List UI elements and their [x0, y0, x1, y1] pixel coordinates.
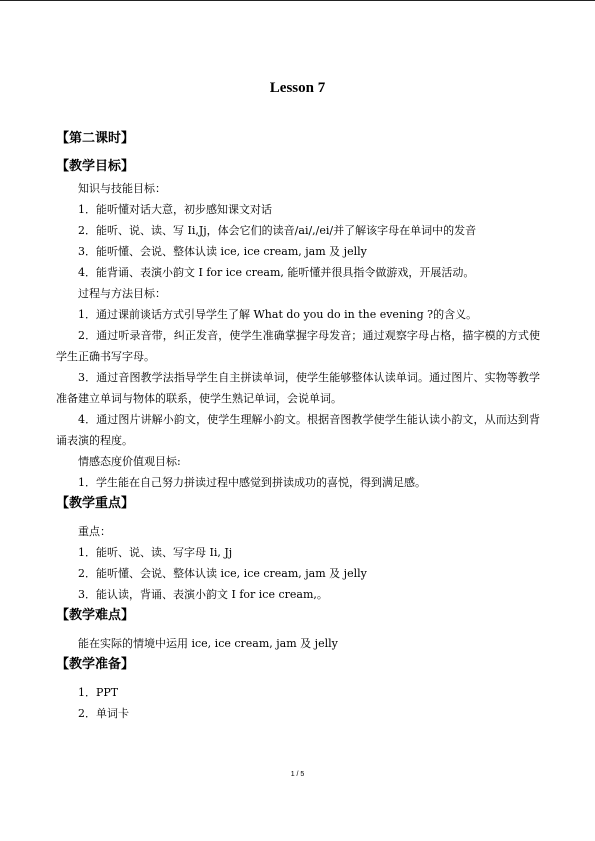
page-number: 1 / 5 [290, 771, 305, 778]
key-point-item-3: 3．能认读，背诵、表演小韵文 I for ice cream,。 [78, 588, 328, 601]
preparation-item-2: 2．单词卡 [78, 707, 129, 720]
process-item-4: 4．通过图片讲解小韵文，使学生理解小韵文。根据音图教学使学生能认读小韵文，从而达到背诵表演的程度。 [56, 413, 540, 447]
heading-period: 【第二课时】 [56, 131, 135, 146]
top-rule [0, 0, 595, 1]
process-item-1: 1．通过课前谈话方式引导学生了解 What do you do in the evening ?的含义。 [78, 308, 478, 321]
page-title: Lesson 7 [269, 80, 326, 96]
process-label: 过程与方法目标： [78, 287, 166, 300]
knowledge-item-1: 1．能听懂对话大意，初步感知课文对话 [78, 203, 272, 216]
heading-key-points: 【教学重点】 [56, 496, 135, 511]
knowledge-item-4: 4．能背诵、表演小韵文 I for ice cream, 能听懂并很具指令做游戏，开展活动。 [78, 266, 475, 279]
key-point-item-1: 1．能听、说、读、写字母 Ii, Jj [78, 546, 233, 559]
emotion-label: 情感态度价值观目标: [78, 455, 181, 468]
heading-difficulties: 【教学难点】 [56, 608, 135, 623]
emotion-item-1: 1．学生能在自己努力拼读过程中感觉到拼读成功的喜悦，得到满足感。 [78, 476, 426, 489]
key-point-item-2: 2．能听懂、会说、整体认读 ice, ice cream, jam 及 jelly [78, 567, 367, 580]
knowledge-item-3: 3．能听懂、会说、整体认读 ice, ice cream, jam 及 jelly [78, 245, 367, 258]
heading-objectives: 【教学目标】 [56, 159, 135, 174]
knowledge-item-2: 2．能听、说、读、写 Ii,Jj，体会它们的读音/ai/,/ei/并了解该字母在单词中的发音 [78, 224, 477, 237]
preparation-item-1: 1．PPT [78, 686, 119, 699]
heading-preparation: 【教学准备】 [56, 657, 135, 672]
process-item-2: 2．通过听录音带，纠正发音，使学生准确掌握字母发音；通过观察字母占格，描字模的方式使学生正确书写字母。 [56, 329, 540, 363]
difficulties-text: 能在实际的情境中运用 ice, ice cream, jam 及 jelly [78, 637, 338, 650]
key-points-label: 重点： [78, 525, 111, 538]
process-item-3: 3．通过音图教学法指导学生自主拼读单词，使学生能够整体认读单词。通过图片、实物等教学准备建立单词与物体的联系，使学生熟记单词，会说单词。 [56, 371, 540, 405]
knowledge-label: 知识与技能目标： [78, 182, 166, 195]
document-body [56, 128, 540, 724]
